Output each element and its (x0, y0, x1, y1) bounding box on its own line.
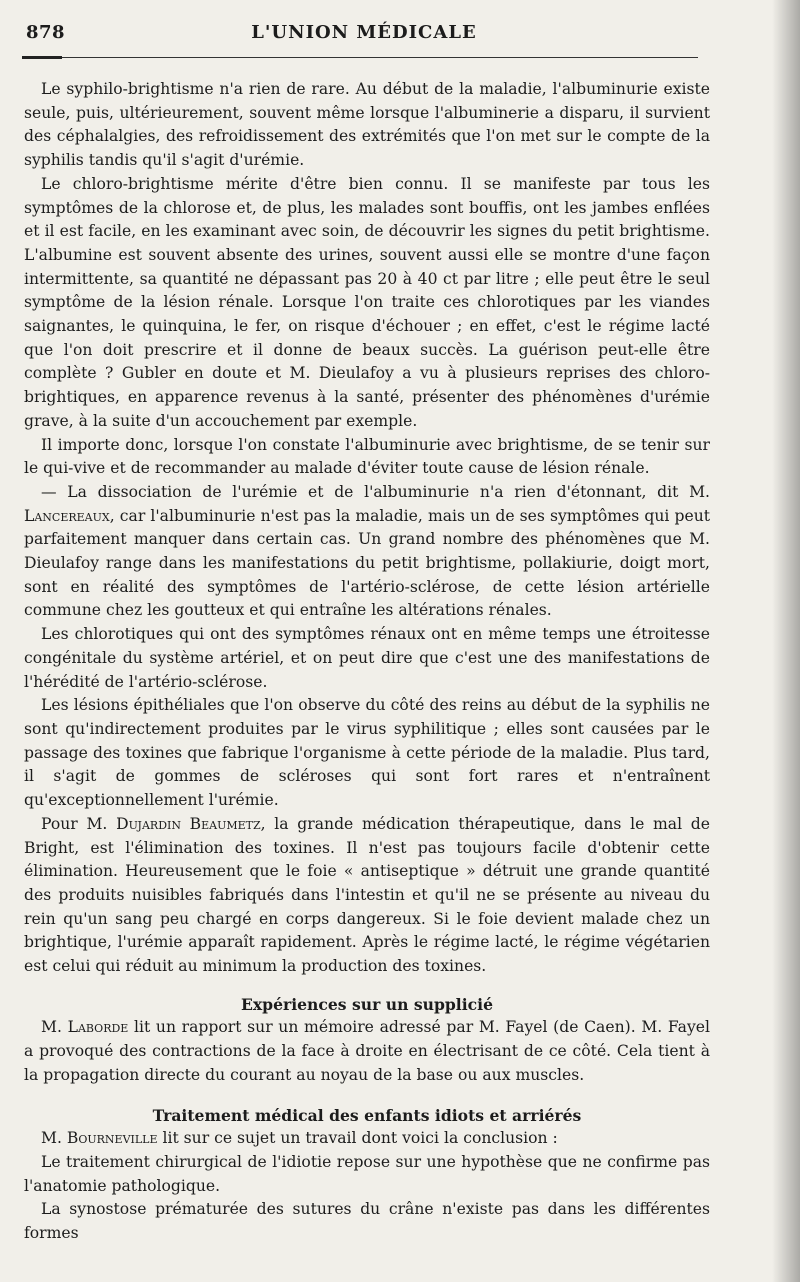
paragraph-text: lit un rapport sur un mémoire adressé par M. Fayel (de Caen). M. Fayel a provoqué des contractions de la face à droite en électrisant de ce côté. Cela tient à la propagation directe du courant au noyau de la base ou aux muscles. (24, 1018, 710, 1084)
paragraph-dujardin-beaumetz (24, 813, 710, 979)
paragraph-synostose: La synostose prématurée des sutures du crâne n'existe pas dans les différentes formes (24, 1200, 710, 1243)
page-number: 878 (26, 22, 66, 43)
paragraph-chlorotiques: Les chlorotiques qui ont des symptômes rénaux ont en même temps une étroitesse congénitale du système artériel, et on peut dire que c'est une des manifestations de l'hérédité de l'artério-sclérose. (24, 625, 710, 691)
running-title: L'UNION MÉDICALE (251, 22, 477, 43)
paragraph-text: M. (41, 1018, 68, 1037)
paragraph-lesions-epitheliales: Les lésions épithéliales que l'on observe du côté des reins au début de la syphilis ne sont qu'indirectement produites par le virus syphilitique ; elles sont causées par le passage des toxines que fabrique l'organisme à cette période de la maladie. Plus tard, il s'agit de gommes de scléroses qui sont fort rares et n'entraînent qu'exceptionnellement l'urémie. (24, 696, 710, 810)
section-heading-experiences: Expériences sur un supplicié (240, 994, 493, 1014)
paragraph-text: lit sur ce sujet un travail dont voici la conclusion : (157, 1129, 558, 1148)
page-header (26, 22, 702, 46)
paragraph-traitement-chirurgical: Le traitement chirurgical de l'idiotie repose sur une hypothèse que ne confirme pas l'anatomie pathologique. (24, 1152, 710, 1195)
paragraph-syphilo-brightisme: Le syphilo-brightisme n'a rien de rare. Au début de la maladie, l'albuminurie existe seule, puis, ultérieurement, souvent même lorsque l'albuminerie a disparu, il survient des céphalalgies, des refroidissement des extrémités que l'on met sur le compte de la syphilis tandis qu'il s'agit d'urémie. (24, 80, 710, 170)
paragraph-text: — La dissociation de l'urémie et de l'albuminurie n'a rien d'étonnant, dit M. (41, 482, 710, 501)
paragraph-text: M. (41, 1129, 67, 1148)
header-rule-thick (22, 56, 62, 59)
paragraph-chloro-brightisme: Le chloro-brightisme mérite d'être bien connu. Il se manifeste par tous les symptômes de la chlorose et, de plus, les malades sont bouffis, ont les jambes enflées et il est facile, en les examinant avec soin, de découvrir les signes du petit brightisme. L'albumine est souvent absente des urines, souvent aussi elle se montre d'une façon intermittente, sa quantité ne dépassant pas 20 à 40 ct par litre ; elle peut être le seul symptôme de la lésion rénale. Lorsque l'on traite ces chlorotiques par les viandes saignantes, le quinquina, le fer, on risque d'échouer ; en effet, c'est le régime lacté que l'on doit prescrire et il donne de beaux succès. La guérison peut-elle être complète ? Gubler en doute et M. Dieulafoy a vu à plusieurs reprises des chloro-brightiques, en apparence revenus à la santé, présenter des phénomènes d'urémie grave, à la suite d'un accouchement par exemple. (24, 174, 710, 430)
header-rule (62, 57, 698, 58)
author-name: Laborde (67, 1018, 129, 1037)
page-edge-shadow (772, 0, 800, 1282)
body-text (24, 78, 710, 1246)
paragraph-lancereaux (24, 481, 710, 623)
paragraph-albuminurie: Il importe donc, lorsque l'on constate l'albuminurie avec brightisme, de se tenir sur le qui-vive et de recommander au malade d'éviter toute cause de lésion rénale. (24, 435, 710, 478)
paragraph-text: , car l'albuminurie n'est pas la maladie, mais un de ses symptômes qui peut parfaitement manquer dans certain cas. Un grand nombre des phénomènes que M. Dieulafoy range dans les manifestations du petit brightisme, pollakiurie, doigt mort, sont en réalité des symptômes de l'artério-sclérose, de cette lésion artérielle commune chez les goutteux et qui entraîne les altérations rénales. (24, 506, 710, 620)
section-heading-traitement: Traitement médical des enfants idiots et arriérés (152, 1105, 582, 1125)
paragraph-bourneville (24, 1127, 710, 1151)
author-name: Dujardin Beaumetz (116, 814, 261, 833)
paragraph-laborde (24, 1016, 710, 1087)
paragraph-text: , la grande médication thérapeutique, dans le mal de Bright, est l'élimination des toxines. Il n'est pas toujours facile d'obtenir cette élimination. Heureusement que le foie « antiseptique » détruit une grande quantité des produits nuisibles fabriqués dans l'intestin et qu'il ne se présente au niveau du rein qu'un sang peu chargé en corps dangereux. Si le foie devient malade chez un brightique, l'urémie apparaît rapidement. Après le régime lacté, le régime végétarien est celui qui réduit au minimum la production des toxines. (24, 814, 710, 976)
author-name: Bourneville (66, 1129, 158, 1148)
author-name: Lancereaux (24, 506, 110, 525)
paragraph-text: Pour M. (41, 814, 117, 833)
